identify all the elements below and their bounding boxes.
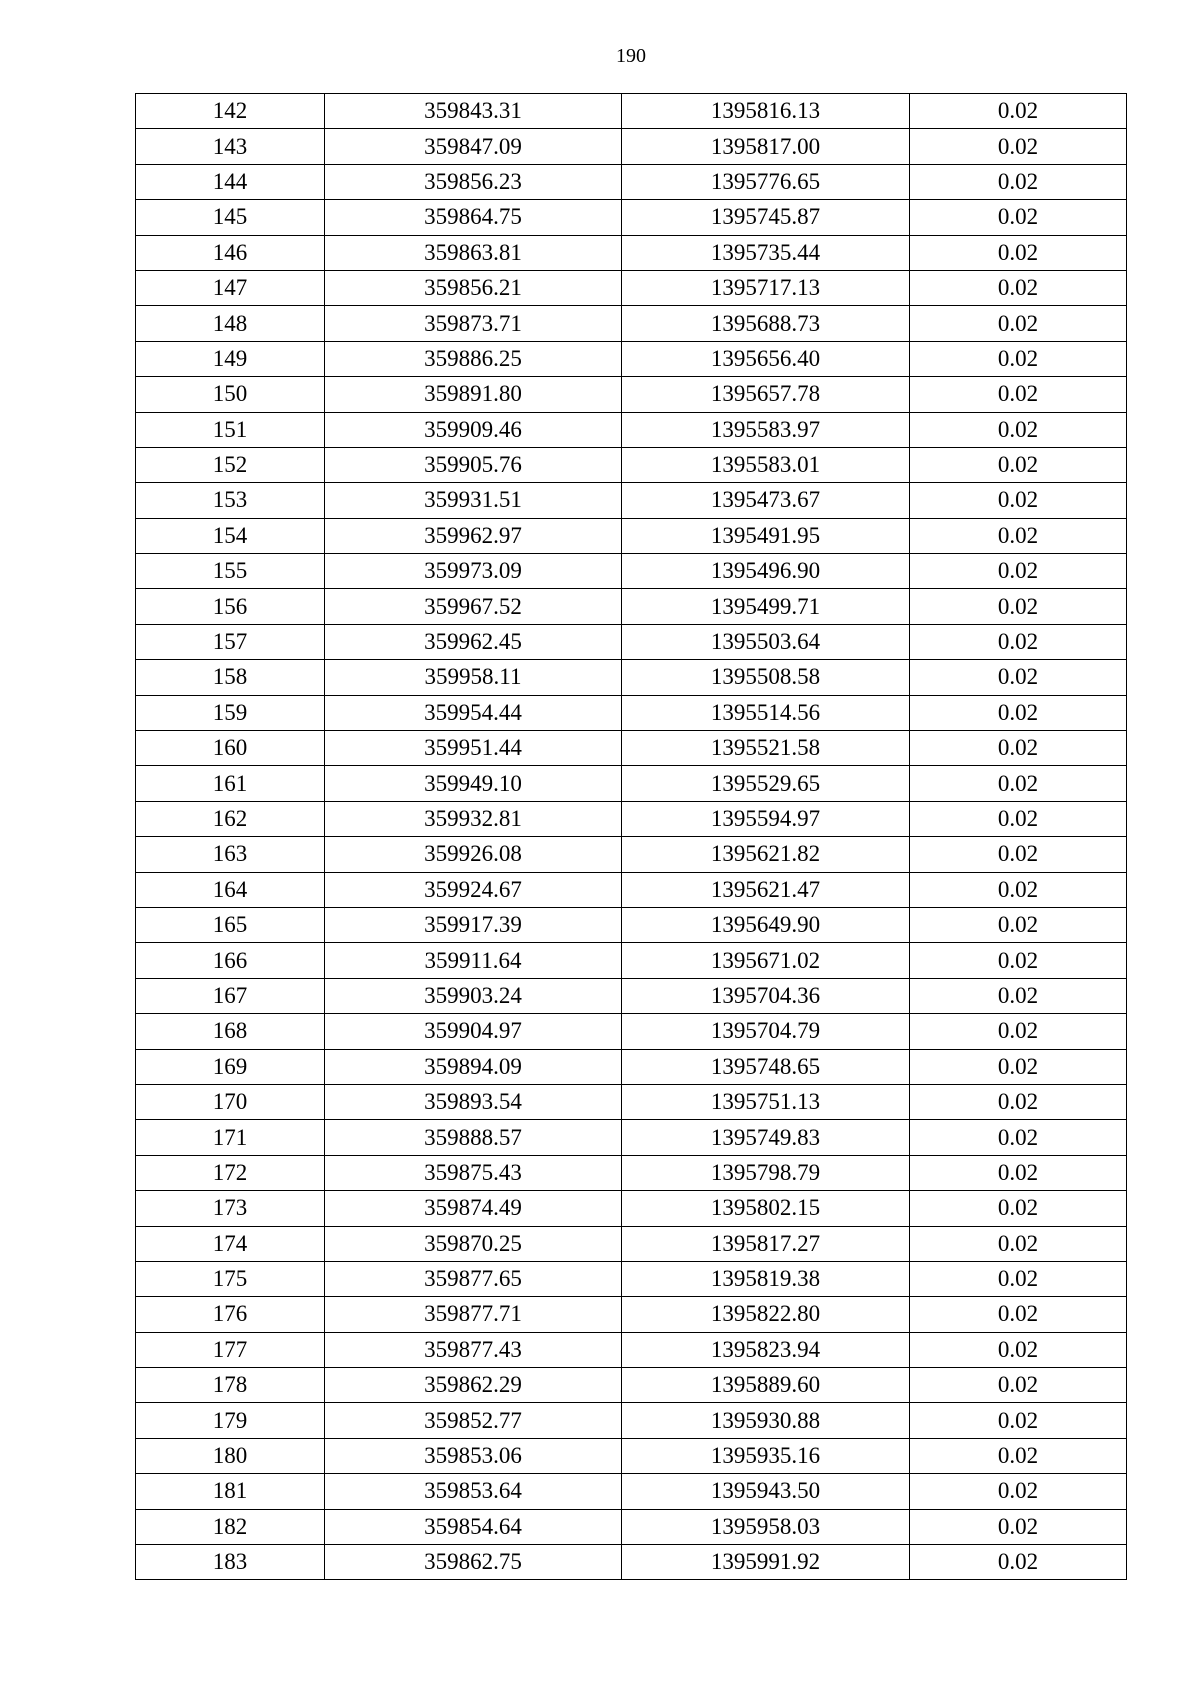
x-coordinate-cell: 359863.81 (325, 235, 622, 270)
point-number-cell: 157 (136, 624, 325, 659)
table-row (136, 1509, 1127, 1544)
y-coordinate-cell: 1395583.01 (622, 447, 910, 482)
accuracy-cell: 0.02 (910, 518, 1127, 553)
table-row (136, 1155, 1127, 1190)
table-row (136, 837, 1127, 872)
table-row (136, 270, 1127, 305)
point-number-cell: 158 (136, 660, 325, 695)
point-number-cell: 156 (136, 589, 325, 624)
x-coordinate-cell: 359931.51 (325, 483, 622, 518)
table-row (136, 907, 1127, 942)
accuracy-cell: 0.02 (910, 1120, 1127, 1155)
x-coordinate-cell: 359904.97 (325, 1014, 622, 1049)
x-coordinate-cell: 359853.06 (325, 1438, 622, 1473)
x-coordinate-cell: 359854.64 (325, 1509, 622, 1544)
accuracy-cell: 0.02 (910, 447, 1127, 482)
x-coordinate-cell: 359877.65 (325, 1261, 622, 1296)
table-row (136, 1014, 1127, 1049)
y-coordinate-cell: 1395621.47 (622, 872, 910, 907)
point-number-cell: 180 (136, 1438, 325, 1473)
accuracy-cell: 0.02 (910, 943, 1127, 978)
x-coordinate-cell: 359843.31 (325, 94, 622, 129)
table-row (136, 341, 1127, 376)
accuracy-cell: 0.02 (910, 200, 1127, 235)
accuracy-cell: 0.02 (910, 801, 1127, 836)
y-coordinate-cell: 1395656.40 (622, 341, 910, 376)
point-number-cell: 169 (136, 1049, 325, 1084)
x-coordinate-cell: 359856.23 (325, 164, 622, 199)
y-coordinate-cell: 1395499.71 (622, 589, 910, 624)
table-row (136, 377, 1127, 412)
x-coordinate-cell: 359926.08 (325, 837, 622, 872)
point-number-cell: 150 (136, 377, 325, 412)
y-coordinate-cell: 1395649.90 (622, 907, 910, 942)
x-coordinate-cell: 359911.64 (325, 943, 622, 978)
point-number-cell: 146 (136, 235, 325, 270)
accuracy-cell: 0.02 (910, 1332, 1127, 1367)
y-coordinate-cell: 1395935.16 (622, 1438, 910, 1473)
accuracy-cell: 0.02 (910, 695, 1127, 730)
table-row (136, 235, 1127, 270)
accuracy-cell: 0.02 (910, 1261, 1127, 1296)
accuracy-cell: 0.02 (910, 837, 1127, 872)
y-coordinate-cell: 1395473.67 (622, 483, 910, 518)
accuracy-cell: 0.02 (910, 1368, 1127, 1403)
point-number-cell: 178 (136, 1368, 325, 1403)
accuracy-cell: 0.02 (910, 1545, 1127, 1580)
accuracy-cell: 0.02 (910, 1084, 1127, 1119)
y-coordinate-cell: 1395943.50 (622, 1474, 910, 1509)
table-row (136, 872, 1127, 907)
point-number-cell: 142 (136, 94, 325, 129)
x-coordinate-cell: 359958.11 (325, 660, 622, 695)
point-number-cell: 162 (136, 801, 325, 836)
accuracy-cell: 0.02 (910, 1474, 1127, 1509)
table-row (136, 1226, 1127, 1261)
accuracy-cell: 0.02 (910, 1403, 1127, 1438)
y-coordinate-cell: 1395671.02 (622, 943, 910, 978)
y-coordinate-cell: 1395748.65 (622, 1049, 910, 1084)
point-number-cell: 151 (136, 412, 325, 447)
accuracy-cell: 0.02 (910, 872, 1127, 907)
table-row (136, 483, 1127, 518)
y-coordinate-cell: 1395503.64 (622, 624, 910, 659)
x-coordinate-cell: 359962.45 (325, 624, 622, 659)
table-row (136, 1120, 1127, 1155)
accuracy-cell: 0.02 (910, 164, 1127, 199)
y-coordinate-cell: 1395583.97 (622, 412, 910, 447)
y-coordinate-cell: 1395735.44 (622, 235, 910, 270)
x-coordinate-cell: 359917.39 (325, 907, 622, 942)
x-coordinate-cell: 359888.57 (325, 1120, 622, 1155)
y-coordinate-cell: 1395823.94 (622, 1332, 910, 1367)
accuracy-cell: 0.02 (910, 94, 1127, 129)
accuracy-cell: 0.02 (910, 306, 1127, 341)
y-coordinate-cell: 1395991.92 (622, 1545, 910, 1580)
point-number-cell: 149 (136, 341, 325, 376)
y-coordinate-cell: 1395816.13 (622, 94, 910, 129)
accuracy-cell: 0.02 (910, 1438, 1127, 1473)
x-coordinate-cell: 359893.54 (325, 1084, 622, 1119)
y-coordinate-cell: 1395594.97 (622, 801, 910, 836)
x-coordinate-cell: 359891.80 (325, 377, 622, 412)
y-coordinate-cell: 1395802.15 (622, 1191, 910, 1226)
accuracy-cell: 0.02 (910, 1014, 1127, 1049)
accuracy-cell: 0.02 (910, 341, 1127, 376)
x-coordinate-cell: 359951.44 (325, 731, 622, 766)
x-coordinate-cell: 359909.46 (325, 412, 622, 447)
y-coordinate-cell: 1395508.58 (622, 660, 910, 695)
coordinates-table (135, 93, 1127, 1580)
point-number-cell: 179 (136, 1403, 325, 1438)
x-coordinate-cell: 359877.71 (325, 1297, 622, 1332)
accuracy-cell: 0.02 (910, 731, 1127, 766)
x-coordinate-cell: 359924.67 (325, 872, 622, 907)
point-number-cell: 144 (136, 164, 325, 199)
y-coordinate-cell: 1395817.00 (622, 129, 910, 164)
x-coordinate-cell: 359862.75 (325, 1545, 622, 1580)
accuracy-cell: 0.02 (910, 1155, 1127, 1190)
point-number-cell: 170 (136, 1084, 325, 1119)
point-number-cell: 147 (136, 270, 325, 305)
point-number-cell: 155 (136, 554, 325, 589)
y-coordinate-cell: 1395889.60 (622, 1368, 910, 1403)
table-row (136, 766, 1127, 801)
x-coordinate-cell: 359894.09 (325, 1049, 622, 1084)
x-coordinate-cell: 359856.21 (325, 270, 622, 305)
table-row (136, 412, 1127, 447)
point-number-cell: 143 (136, 129, 325, 164)
table-row (136, 1084, 1127, 1119)
y-coordinate-cell: 1395529.65 (622, 766, 910, 801)
x-coordinate-cell: 359932.81 (325, 801, 622, 836)
y-coordinate-cell: 1395704.79 (622, 1014, 910, 1049)
y-coordinate-cell: 1395817.27 (622, 1226, 910, 1261)
y-coordinate-cell: 1395819.38 (622, 1261, 910, 1296)
table-row (136, 554, 1127, 589)
table-row (136, 1261, 1127, 1296)
table-row (136, 306, 1127, 341)
x-coordinate-cell: 359905.76 (325, 447, 622, 482)
y-coordinate-cell: 1395717.13 (622, 270, 910, 305)
accuracy-cell: 0.02 (910, 377, 1127, 412)
y-coordinate-cell: 1395521.58 (622, 731, 910, 766)
accuracy-cell: 0.02 (910, 589, 1127, 624)
x-coordinate-cell: 359873.71 (325, 306, 622, 341)
accuracy-cell: 0.02 (910, 766, 1127, 801)
table-row (136, 660, 1127, 695)
accuracy-cell: 0.02 (910, 129, 1127, 164)
table-row (136, 447, 1127, 482)
point-number-cell: 145 (136, 200, 325, 235)
table-row (136, 624, 1127, 659)
point-number-cell: 167 (136, 978, 325, 1013)
table-row (136, 1191, 1127, 1226)
x-coordinate-cell: 359962.97 (325, 518, 622, 553)
point-number-cell: 148 (136, 306, 325, 341)
table-row (136, 164, 1127, 199)
point-number-cell: 163 (136, 837, 325, 872)
accuracy-cell: 0.02 (910, 412, 1127, 447)
accuracy-cell: 0.02 (910, 624, 1127, 659)
x-coordinate-cell: 359862.29 (325, 1368, 622, 1403)
point-number-cell: 175 (136, 1261, 325, 1296)
accuracy-cell: 0.02 (910, 270, 1127, 305)
x-coordinate-cell: 359973.09 (325, 554, 622, 589)
table-row (136, 1438, 1127, 1473)
y-coordinate-cell: 1395798.79 (622, 1155, 910, 1190)
accuracy-cell: 0.02 (910, 235, 1127, 270)
table-row (136, 129, 1127, 164)
point-number-cell: 171 (136, 1120, 325, 1155)
x-coordinate-cell: 359853.64 (325, 1474, 622, 1509)
accuracy-cell: 0.02 (910, 554, 1127, 589)
x-coordinate-cell: 359874.49 (325, 1191, 622, 1226)
page-number: 190 (616, 45, 646, 67)
x-coordinate-cell: 359864.75 (325, 200, 622, 235)
point-number-cell: 168 (136, 1014, 325, 1049)
accuracy-cell: 0.02 (910, 1297, 1127, 1332)
table-row (136, 1403, 1127, 1438)
x-coordinate-cell: 359875.43 (325, 1155, 622, 1190)
y-coordinate-cell: 1395822.80 (622, 1297, 910, 1332)
point-number-cell: 154 (136, 518, 325, 553)
x-coordinate-cell: 359967.52 (325, 589, 622, 624)
point-number-cell: 160 (136, 731, 325, 766)
x-coordinate-cell: 359886.25 (325, 341, 622, 376)
point-number-cell: 177 (136, 1332, 325, 1367)
table-row (136, 731, 1127, 766)
accuracy-cell: 0.02 (910, 483, 1127, 518)
x-coordinate-cell: 359877.43 (325, 1332, 622, 1367)
accuracy-cell: 0.02 (910, 1191, 1127, 1226)
y-coordinate-cell: 1395745.87 (622, 200, 910, 235)
x-coordinate-cell: 359954.44 (325, 695, 622, 730)
point-number-cell: 183 (136, 1545, 325, 1580)
accuracy-cell: 0.02 (910, 1509, 1127, 1544)
table-row (136, 518, 1127, 553)
accuracy-cell: 0.02 (910, 907, 1127, 942)
point-number-cell: 164 (136, 872, 325, 907)
point-number-cell: 161 (136, 766, 325, 801)
x-coordinate-cell: 359903.24 (325, 978, 622, 1013)
y-coordinate-cell: 1395657.78 (622, 377, 910, 412)
y-coordinate-cell: 1395749.83 (622, 1120, 910, 1155)
point-number-cell: 182 (136, 1509, 325, 1544)
point-number-cell: 165 (136, 907, 325, 942)
point-number-cell: 152 (136, 447, 325, 482)
point-number-cell: 173 (136, 1191, 325, 1226)
accuracy-cell: 0.02 (910, 660, 1127, 695)
table-row (136, 801, 1127, 836)
table-row (136, 200, 1127, 235)
y-coordinate-cell: 1395930.88 (622, 1403, 910, 1438)
table-row (136, 94, 1127, 129)
y-coordinate-cell: 1395958.03 (622, 1509, 910, 1544)
point-number-cell: 172 (136, 1155, 325, 1190)
y-coordinate-cell: 1395496.90 (622, 554, 910, 589)
table-row (136, 943, 1127, 978)
point-number-cell: 166 (136, 943, 325, 978)
table-row (136, 1049, 1127, 1084)
table-row (136, 1545, 1127, 1580)
table-row (136, 1474, 1127, 1509)
table-row (136, 1368, 1127, 1403)
table-row (136, 1297, 1127, 1332)
point-number-cell: 181 (136, 1474, 325, 1509)
accuracy-cell: 0.02 (910, 978, 1127, 1013)
y-coordinate-cell: 1395514.56 (622, 695, 910, 730)
y-coordinate-cell: 1395751.13 (622, 1084, 910, 1119)
x-coordinate-cell: 359949.10 (325, 766, 622, 801)
point-number-cell: 159 (136, 695, 325, 730)
y-coordinate-cell: 1395621.82 (622, 837, 910, 872)
table-row (136, 978, 1127, 1013)
table-row (136, 1332, 1127, 1367)
y-coordinate-cell: 1395688.73 (622, 306, 910, 341)
x-coordinate-cell: 359870.25 (325, 1226, 622, 1261)
y-coordinate-cell: 1395491.95 (622, 518, 910, 553)
point-number-cell: 176 (136, 1297, 325, 1332)
x-coordinate-cell: 359852.77 (325, 1403, 622, 1438)
y-coordinate-cell: 1395704.36 (622, 978, 910, 1013)
y-coordinate-cell: 1395776.65 (622, 164, 910, 199)
coordinates-table-body (136, 94, 1127, 1580)
x-coordinate-cell: 359847.09 (325, 129, 622, 164)
point-number-cell: 153 (136, 483, 325, 518)
table-row (136, 589, 1127, 624)
accuracy-cell: 0.02 (910, 1049, 1127, 1084)
table-row (136, 695, 1127, 730)
accuracy-cell: 0.02 (910, 1226, 1127, 1261)
point-number-cell: 174 (136, 1226, 325, 1261)
